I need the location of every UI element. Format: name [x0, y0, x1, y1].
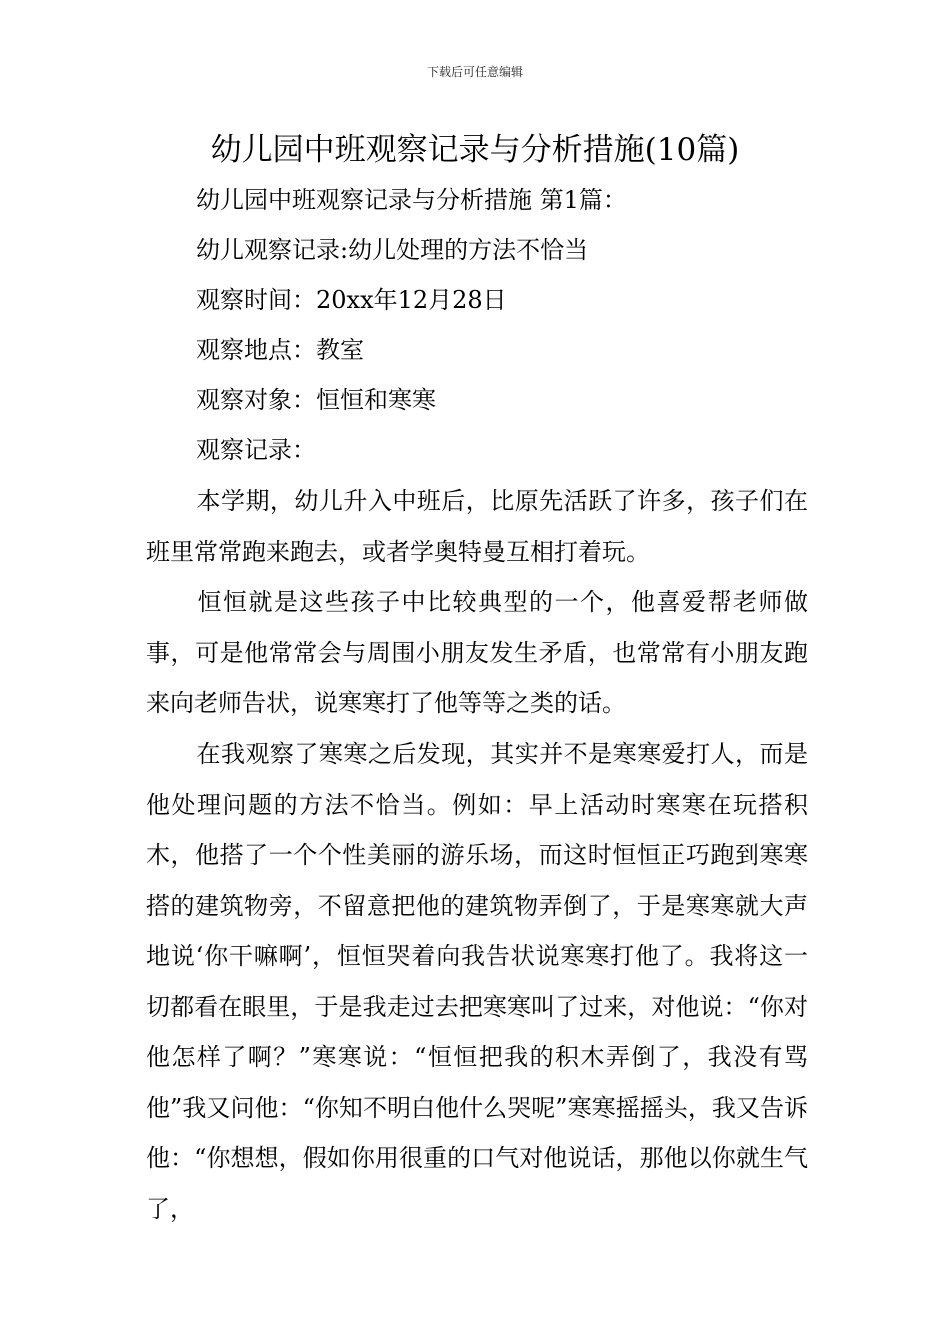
paragraph-2 — [146, 577, 808, 729]
chapter-heading: 幼儿园中班观察记录与分析措施 第1篇： — [196, 186, 627, 214]
paragraph-1-text: 本学期，幼儿升入中班后，比原先活跃了许多，孩子们在班里常常跑来跑去，或者学奥特曼互相打着玩。 — [146, 487, 808, 566]
observation-subject: 观察对象：恒恒和寒寒 — [196, 386, 436, 414]
paragraph-1 — [146, 476, 808, 577]
paragraph-3 — [146, 729, 808, 1234]
paragraph-3-text: 在我观察了寒寒之后发现，其实并不是寒寒爱打人，而是他处理问题的方法不恰当。例如：早上活动时寒寒在玩搭积木，他搭了一个个性美丽的游乐场，而这时恒恒正巧跑到寒寒搭的建筑物旁，不留意把他的建筑物弄倒了，于是寒寒就大声地说‘你干嘛啊’，恒恒哭着向我告状说寒寒打他了。我将这一切都看在眼里，于是我走过去把寒寒叫了过来，对他说：“你对他怎样了啊？”寒寒说：“恒恒把我的积木弄倒了，我没有骂他”我又问他：“你知不明白他什么哭呢”寒寒摇摇头，我又告诉他：“你想想，假如你用很重的口气对他说话，那他以你就生气了， — [146, 740, 808, 1223]
observation-record-label: 观察记录： — [196, 436, 316, 464]
record-subtitle: 幼儿观察记录:幼儿处理的方法不恰当 — [196, 236, 589, 264]
observation-place: 观察地点：教室 — [196, 336, 364, 364]
paragraph-2-text: 恒恒就是这些孩子中比较典型的一个，他喜爱帮老师做事，可是他常常会与周围小朋友发生矛盾，也常常有小朋友跑来向老师告状，说寒寒打了他等等之类的话。 — [146, 588, 808, 717]
header-note: 下载后可任意编辑 — [426, 65, 523, 79]
observation-time: 观察时间：20xx年12月28日 — [196, 286, 507, 314]
document-title: 幼儿园中班观察记录与分析措施(10篇) — [210, 132, 740, 168]
